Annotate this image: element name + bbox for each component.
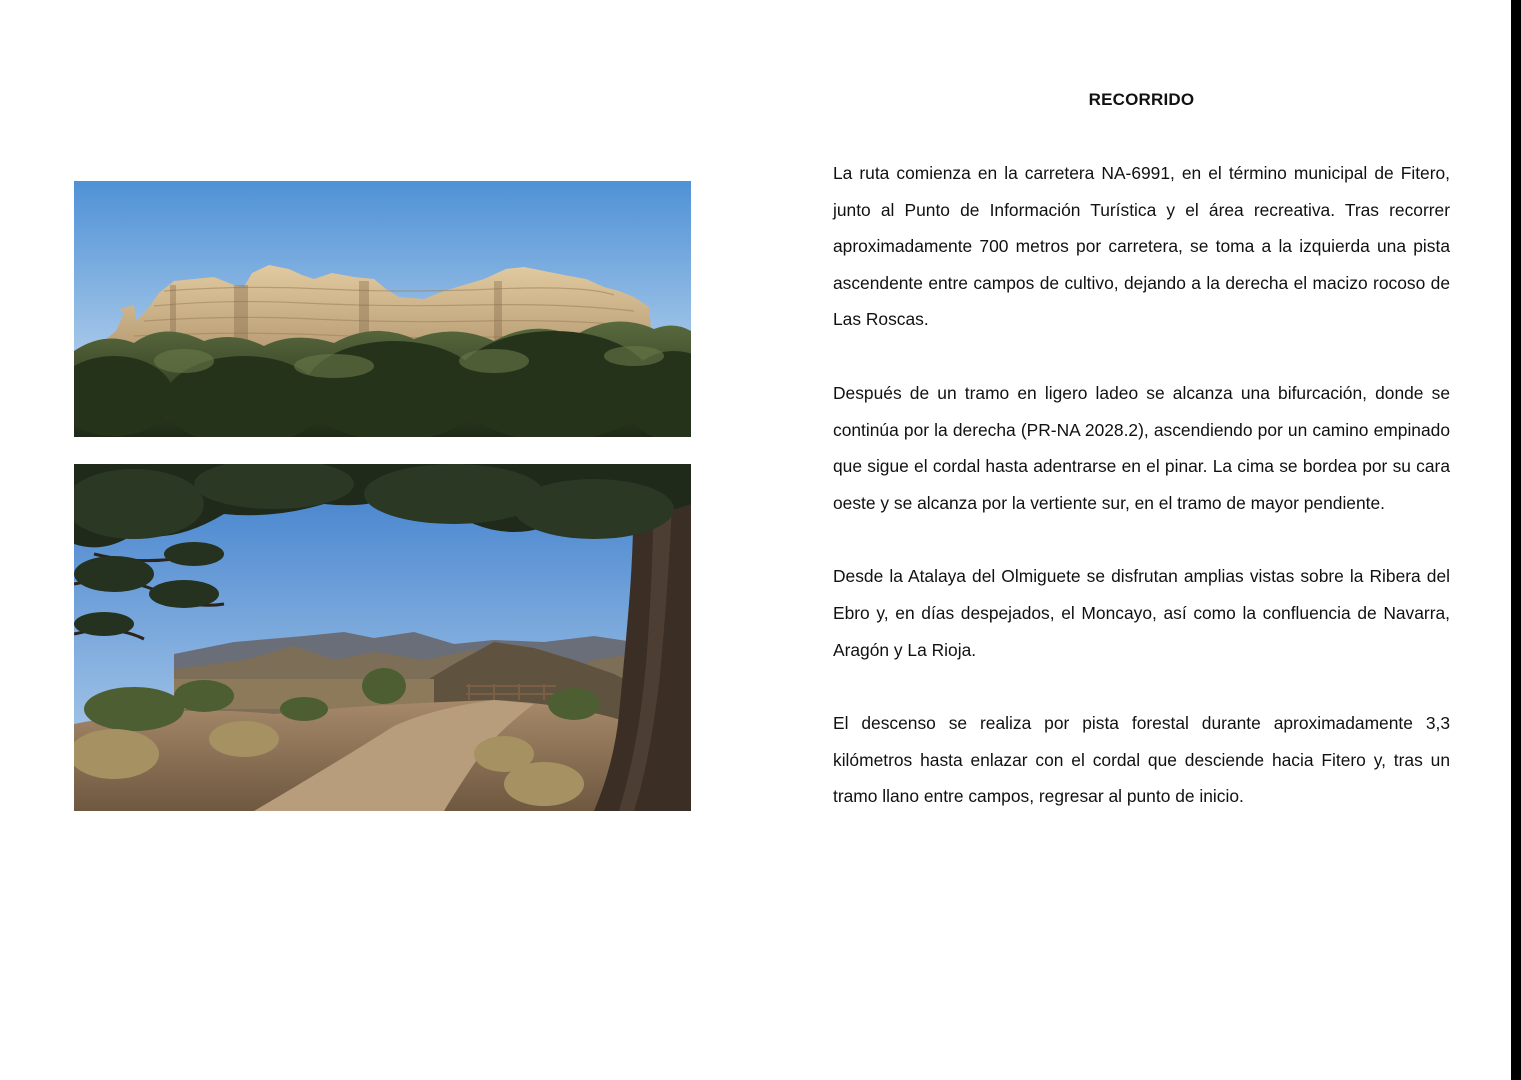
viewpoint-photo xyxy=(74,464,691,811)
paragraph-start: La ruta comienza en la carretera NA-6991, en el término municipal de Fitero, junto al Punto de Información Turística y el área recreativa. Tras recorrer aproximadamente 700 metros por carretera, se toma a la izquierda una pista ascendente entre campos de cultivo, dejando a la derecha el macizo rocoso de Las Roscas. xyxy=(833,163,1450,330)
paragraph-ascent: Después de un tramo en ligero ladeo se alcanza una bifurcación, donde se continúa por la derecha (PR-NA 2028.2), ascendiendo por un camino empinado que sigue el cordal hasta adentrarse en el pinar. La cima se bordea por su cara oeste y se alcanza por la vertiente sur, en el tramo de mayor pendiente. xyxy=(833,382,1450,513)
paragraph-views: Desde la Atalaya del Olmiguete se disfrutan amplias vistas sobre la Ribera del Ebro y, en días despejados, el Moncayo, así como la confluencia de Navarra, Aragón y La Rioja. xyxy=(833,566,1450,660)
paragraph-descent: El descenso se realiza por pista forestal durante aproximadamente 3,3 kilómetros hasta enlazar con el cordal que desciende hacia Fitero y, tras un tramo llano entre campos, regresar al punto de inicio. xyxy=(833,713,1450,807)
route-description xyxy=(833,155,1450,852)
rock-formation-image xyxy=(74,181,691,437)
viewpoint-image xyxy=(74,464,691,811)
page-edge xyxy=(1511,0,1521,1080)
section-title: RECORRIDO xyxy=(1088,90,1195,109)
rock-formation-photo xyxy=(74,181,691,437)
